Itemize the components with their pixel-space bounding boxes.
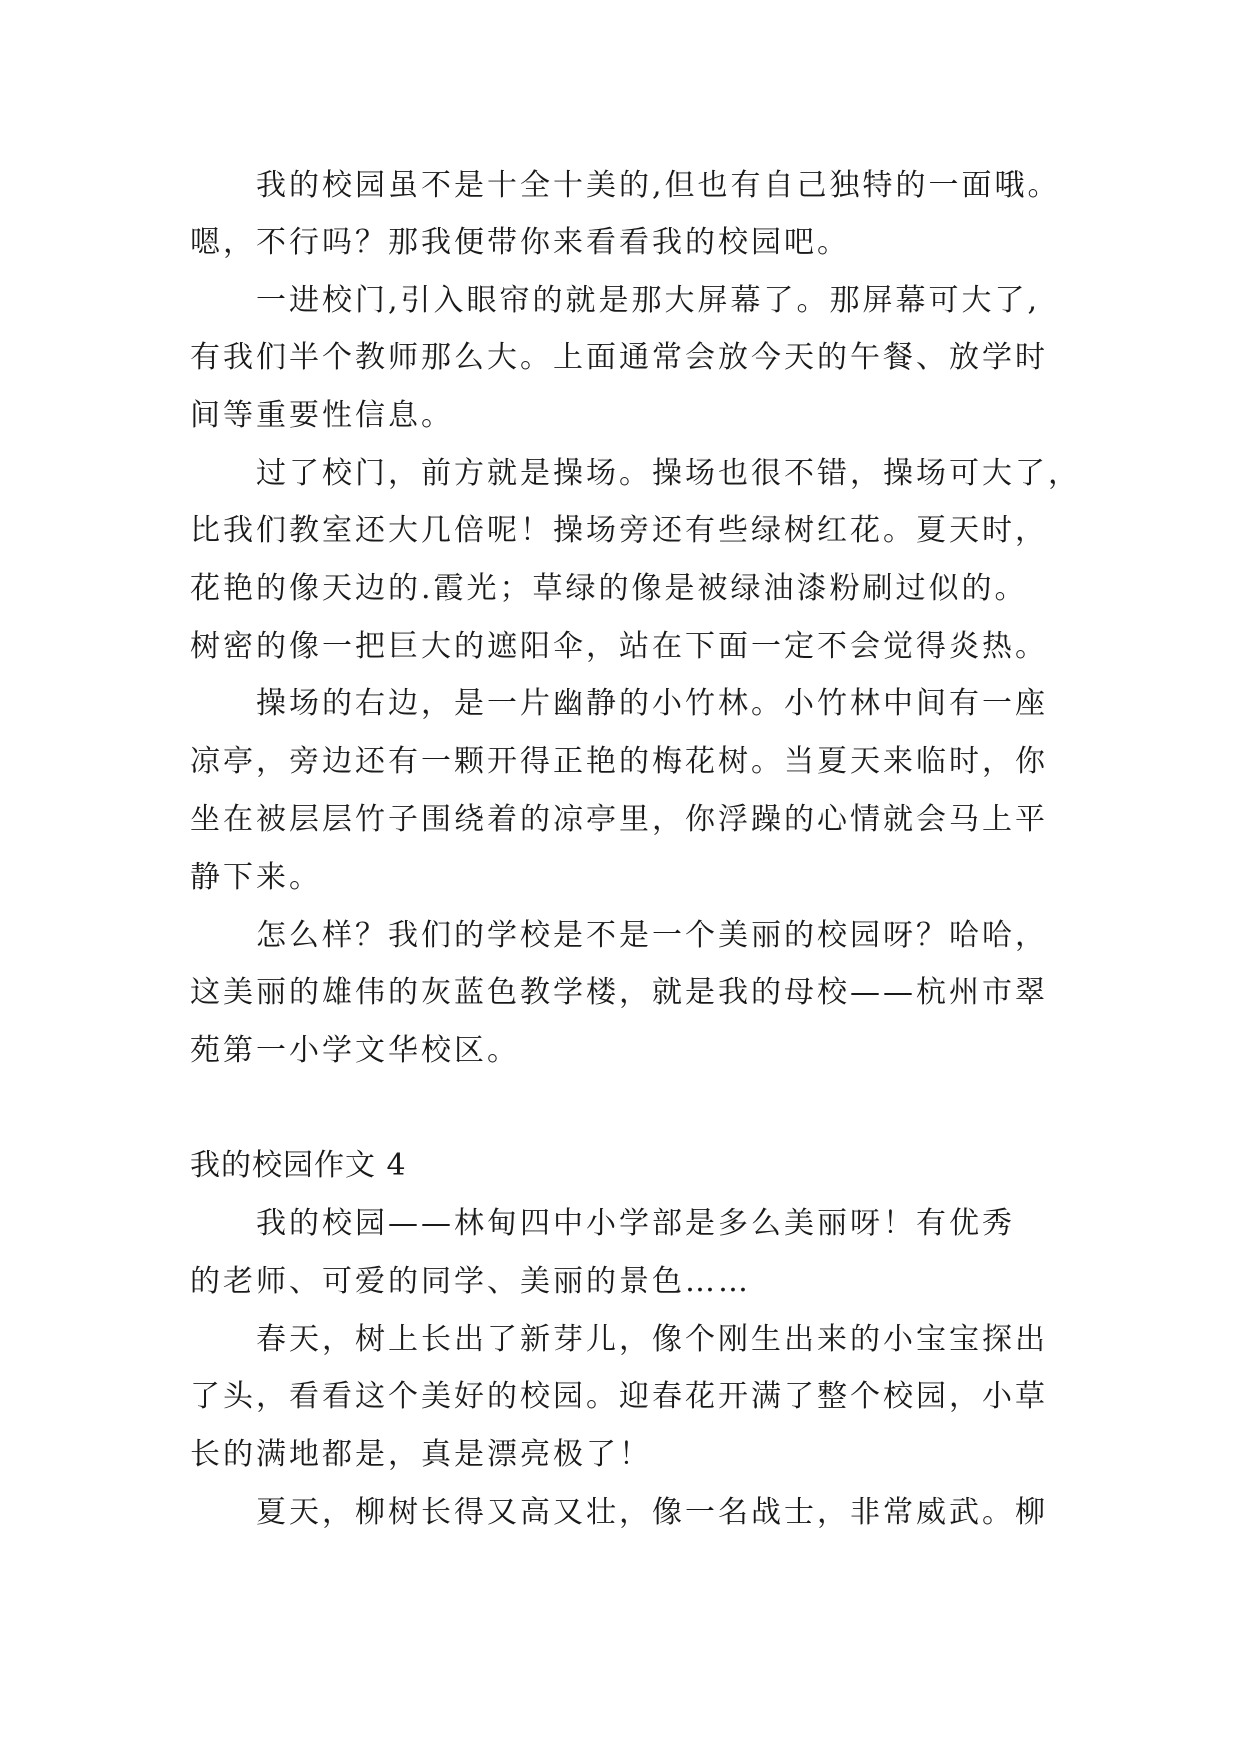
paragraph-line: 花艳的像天边的.霞光；草绿的像是被绿油漆粉刷过似的。: [190, 571, 1028, 606]
paragraph-line: 嗯，不行吗？那我便带你来看看我的校园吧。: [190, 225, 850, 260]
paragraph-line: 了头，看看这个美好的校园。迎春花开满了整个校园，小草: [190, 1379, 1048, 1414]
paragraph-line: 这美丽的雄伟的灰蓝色教学楼，就是我的母校——杭州市翠: [190, 975, 1048, 1010]
section-heading: 我的校园作文 4: [190, 1148, 407, 1183]
paragraph-line: 过了校门，前方就是操场。操场也很不错，操场可大了，: [256, 456, 1081, 491]
paragraph-line: 静下来。: [190, 860, 322, 895]
paragraph-line: 的老师、可爱的同学、美丽的景色……: [190, 1264, 751, 1299]
paragraph-line: 怎么样？我们的学校是不是一个美丽的校园呀？哈哈，: [256, 918, 1048, 953]
paragraph-line: 我的校园——林甸四中小学部是多么美丽呀！有优秀: [256, 1206, 1015, 1241]
paragraph-line: 春天，树上长出了新芽儿，像个刚生出来的小宝宝探出: [256, 1322, 1048, 1357]
paragraph-line: 凉亭，旁边还有一颗开得正艳的梅花树。当夏天来临时，你: [190, 744, 1048, 779]
paragraph-line: 操场的右边，是一片幽静的小竹林。小竹林中间有一座: [256, 686, 1048, 721]
paragraph-line: 有我们半个教师那么大。上面通常会放今天的午餐、放学时: [190, 340, 1048, 375]
paragraph-line: 我的校园虽不是十全十美的,但也有自己独特的一面哦。: [256, 168, 1061, 203]
paragraph-line: 夏天，柳树长得又高又壮，像一名战士，非常威武。柳: [256, 1495, 1048, 1530]
paragraph-line: 树密的像一把巨大的遮阳伞，站在下面一定不会觉得炎热。: [190, 629, 1048, 664]
paragraph-line: 苑第一小学文华校区。: [190, 1033, 520, 1068]
paragraph-line: 间等重要性信息。: [190, 398, 454, 433]
paragraph-line: 长的满地都是，真是漂亮极了！: [190, 1437, 652, 1472]
paragraph-line: 一进校门,引入眼帘的就是那大屏幕了。那屏幕可大了,: [256, 283, 1041, 318]
paragraph-line: 坐在被层层竹子围绕着的凉亭里，你浮躁的心情就会马上平: [190, 802, 1048, 837]
paragraph-line: 比我们教室还大几倍呢！操场旁还有些绿树红花。夏天时，: [190, 513, 1048, 548]
